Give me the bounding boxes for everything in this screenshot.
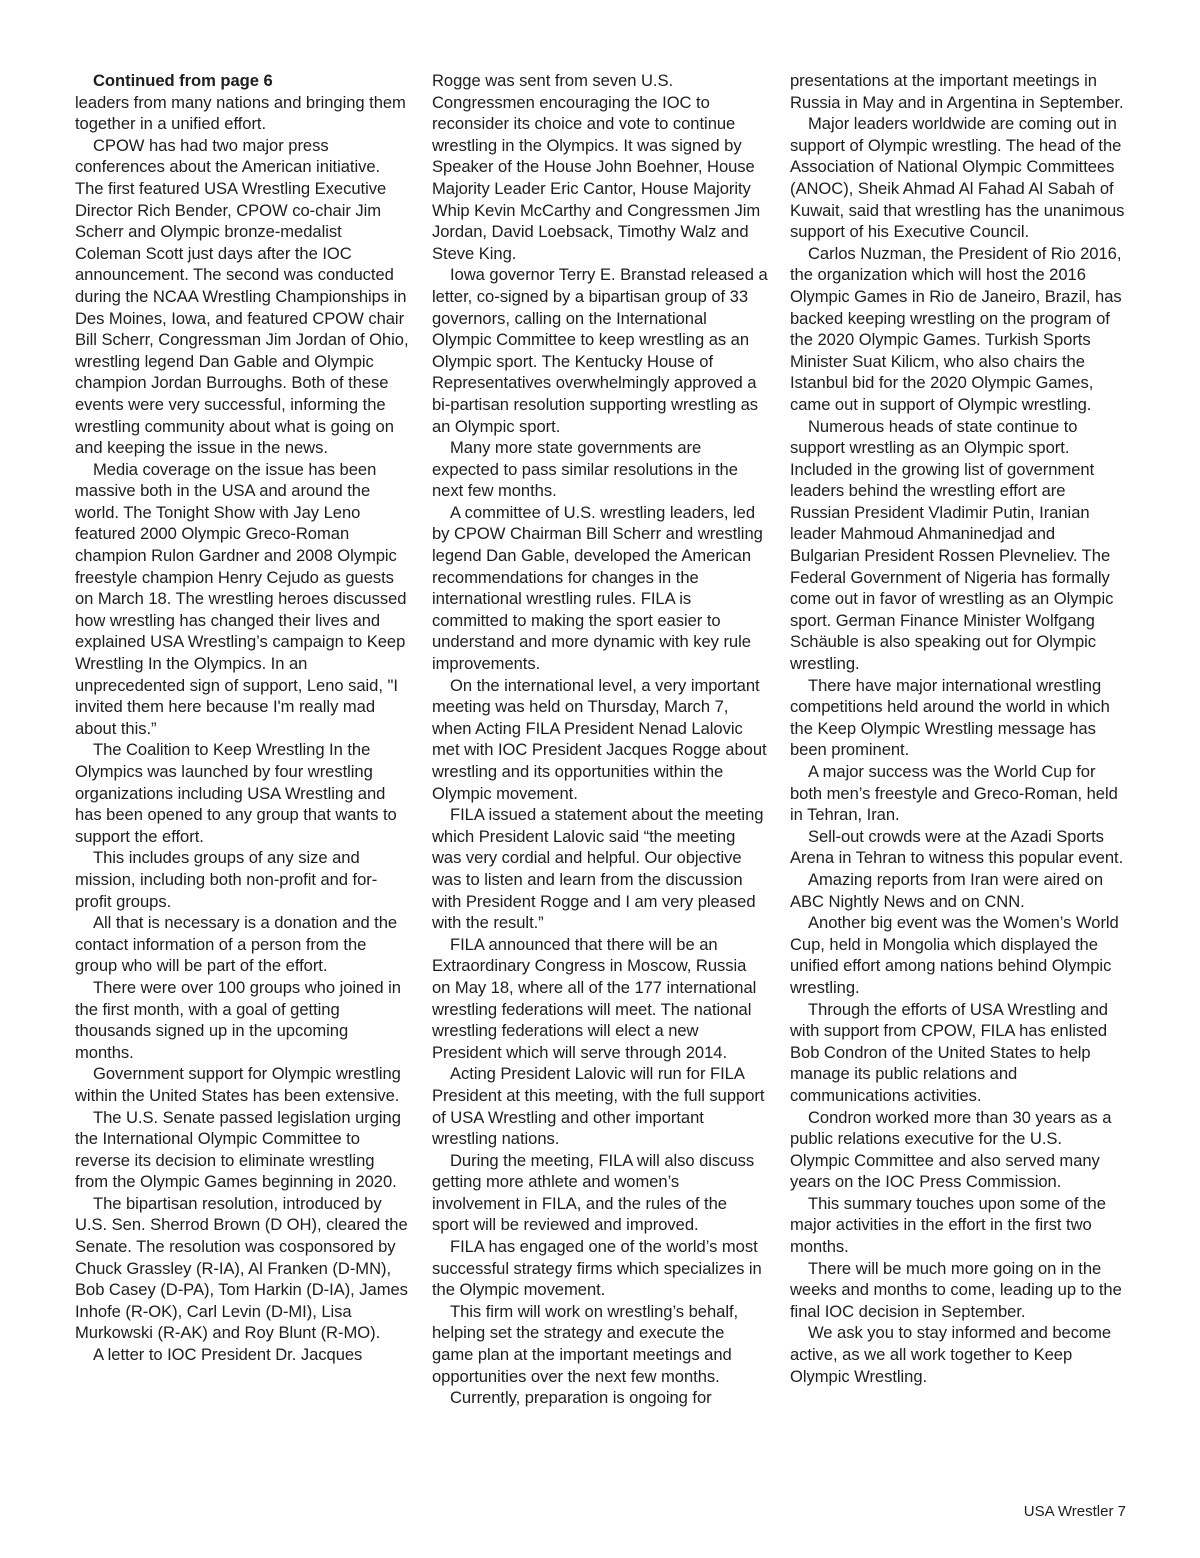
paragraph: Acting President Lalovic will run for FILA President at this meeting, with the full support of USA Wrestling and other important wrestling nations. [432, 1064, 765, 1149]
paragraph: Carlos Nuzman, the President of Rio 2016, the organization which will host the 2016 Olympic Games in Rio de Janeiro, Brazil, has backed keeping wrestling on the program of the 2020 Olympic Games. Turkish Sports Minister Suat Kilicm, who also chairs the Istanbul bid for the 2020 Olympic Games, came out in support of Olympic wrestling. [790, 243, 1122, 414]
paragraph: This summary touches upon some of the major activities in the effort in the first two months. [790, 1193, 1106, 1257]
paragraph: A major success was the World Cup for both men’s freestyle and Greco-Roman, held in Tehran, Iran. [790, 762, 1118, 825]
paragraph: Condron worked more than 30 years as a public relations executive for the U.S. Olympic Committee and also served many years on the IOC Press Commission. [790, 1107, 1112, 1192]
paragraph: Numerous heads of state continue to support wrestling as an Olympic sport. Included in the growing list of government leaders behind the wrestling effort are Russian President Vladimir Putin, Iranian leader Mahmoud Ahmaninedjad and Bulgarian President Rossen Plevneliev. The Federal Government of Nigeria has formally come out in favor of wrestling as an Olympic sport. German Finance Minister Wolfgang Schäuble is also speaking out for Olympic wrestling. [790, 416, 1114, 674]
paragraph: Amazing reports from Iran were aired on ABC Nightly News and on CNN. [790, 869, 1104, 911]
paragraph: FILA issued a statement about the meeting which President Lalovic said “the meeting was very cordial and helpful. Our objective was to listen and learn from the discussion with President Rogge and I am very pleased with the result.” [432, 805, 764, 933]
page-footer: USA Wrestler 7 [1023, 1503, 1126, 1520]
paragraph: There were over 100 groups who joined in the first month, with a goal of getting thousands signed up in the upcoming months. [75, 977, 401, 1062]
continued-heading: Continued from page 6 [93, 71, 273, 90]
paragraph: Currently, preparation is ongoing for [450, 1388, 712, 1408]
paragraph: A committee of U.S. wrestling leaders, led by CPOW Chairman Bill Scherr and wrestling legend Dan Gable, developed the American recommendations for changes in the international wrestling rules. FILA is committed to making the sport easier to understand and more dynamic with key rule improvements. [432, 502, 763, 674]
paragraph: Another big event was the Women’s World Cup, held in Mongolia which displayed the unified effort among nations behind Olympic wrestling. [790, 913, 1119, 997]
paragraph: The bipartisan resolution, introduced by U.S. Sen. Sherrod Brown (D OH), cleared the Senate. The resolution was cosponsored by Chuck Grassley (R-IA), Al Franken (D-MN), Bob Casey (D-PA), Tom Harkin (D-IA), James Inhofe (R-OK), Carl Levin (D-MI), Lisa Murkowski (R-AK) and Roy Blunt (R-MO). [75, 1193, 408, 1343]
paragraph: FILA has engaged one of the world’s most successful strategy firms which specializes in the Olympic movement. [432, 1237, 762, 1300]
paragraph: A letter to IOC President Dr. Jacques [93, 1345, 363, 1365]
text-column-3 [790, 70, 1126, 1387]
paragraph: The Coalition to Keep Wrestling In the Olympics was launched by four wrestling organizations including USA Wrestling and has been opened to any group that wants to support the effort. [75, 740, 397, 846]
paragraph: Major leaders worldwide are coming out in support of Olympic wrestling. The head of the Association of National Olympic Committees (ANOC), Sheik Ahmad Al Fahad Al Sabah of Kuwait, said that wrestling has the unanimous support of his Executive Council. [790, 114, 1125, 242]
paragraph: This includes groups of any size and mission, including both non-profit and for-profit groups. [75, 848, 378, 911]
paragraph: All that is necessary is a donation and the contact information of a person from the group who will be part of the effort. [75, 913, 398, 976]
paragraph: Through the efforts of USA Wrestling and with support from CPOW, FILA has enlisted Bob Condron of the United States to help manage its public relations and communications activities. [790, 999, 1108, 1105]
paragraph: There have major international wrestling competitions held around the world in which the Keep Olympic Wrestling message has been prominent. [790, 675, 1110, 760]
paragraph: Iowa governor Terry E. Branstad released a letter, co-signed by a bipartisan group of 33 governors, calling on the International Olympic Committee to keep wrestling as an Olympic sport. The Kentucky House of Representatives overwhelmingly approved a bi-partisan resolution supporting wrestling as an Olympic sport. [432, 265, 768, 436]
paragraph: Rogge was sent from seven U.S. Congressmen encouraging the IOC to reconsider its choice and vote to continue wrestling in the Olympics. It was signed by Speaker of the House John Boehner, House Majority Leader Eric Cantor, House Majority Whip Kevin McCarthy and Congressmen Jim Jordan, David Loebsack, Timothy Walz and Steve King. [432, 71, 761, 263]
paragraph: During the meeting, FILA will also discuss getting more athlete and women’s involvement in FILA, and the rules of the sport will be reviewed and improved. [432, 1150, 755, 1235]
paragraph: Media coverage on the issue has been massive both in the USA and around the world. The Tonight Show with Jay Leno featured 2000 Olympic Greco-Roman champion Rulon Gardner and 2008 Olympic freestyle champion Henry Cejudo as guests on March 18. The wrestling heroes discussed how wrestling has changed their lives and explained USA Wrestling’s campaign to Keep Wrestling In the Olympics. In an unprecedented sign of support, Leno said, "I invited them here because I'm really mad about this.” [75, 459, 407, 738]
paragraph: Government support for Olympic wrestling within the United States has been extensive. [75, 1064, 401, 1105]
paragraph: presentations at the important meetings in Russia in May and in Argentina in September. [790, 71, 1124, 112]
paragraph: leaders from many nations and bringing them together in a unified effort. [75, 92, 406, 134]
paragraph: CPOW has had two major press conferences about the American initiative. The first featured USA Wrestling Executive Director Rich Bender, CPOW co-chair Jim Scherr and Olympic bronze-medalist Coleman Scott just days after the IOC announcement. The second was conducted during the NCAA Wrestling Championships in Des Moines, Iowa, and featured CPOW chair Bill Scherr, Congressman Jim Jordan of Ohio, wrestling legend Dan Gable and Olympic champion Jordan Burroughs. Both of these events were very successful, informing the wrestling community about what is going on and keeping the issue in the news. [75, 135, 409, 458]
paragraph: The U.S. Senate passed legislation urging the International Olympic Committee to reverse its decision to eliminate wrestling from the Olympic Games beginning in 2020. [75, 1107, 401, 1192]
text-column-2 [432, 70, 768, 1409]
paragraph: On the international level, a very important meeting was held on Thursday, March 7, when Acting FILA President Nenad Lalovic met with IOC President Jacques Rogge about wrestling and its opportunities within the Olympic movement. [432, 675, 767, 803]
paragraph: This firm will work on wrestling’s behalf, helping set the strategy and execute the game plan at the important meetings and opportunities over the next few months. [432, 1301, 739, 1386]
paragraph: We ask you to stay informed and become active, as we all work together to Keep Olympic Wrestling. [790, 1323, 1112, 1386]
text-column-1 [75, 70, 411, 1366]
paragraph: There will be much more going on in the weeks and months to come, leading up to the final IOC decision in September. [790, 1258, 1122, 1321]
paragraph: Many more state governments are expected to pass similar resolutions in the next few months. [432, 438, 738, 501]
paragraph: Sell-out crowds were at the Azadi Sports Arena in Tehran to witness this popular event. [790, 826, 1124, 868]
paragraph: FILA announced that there will be an Extraordinary Congress in Moscow, Russia on May 18, where all of the 177 international wrestling federations will meet. The national wrestling federations will elect a new President which will serve through 2014. [432, 934, 757, 1062]
